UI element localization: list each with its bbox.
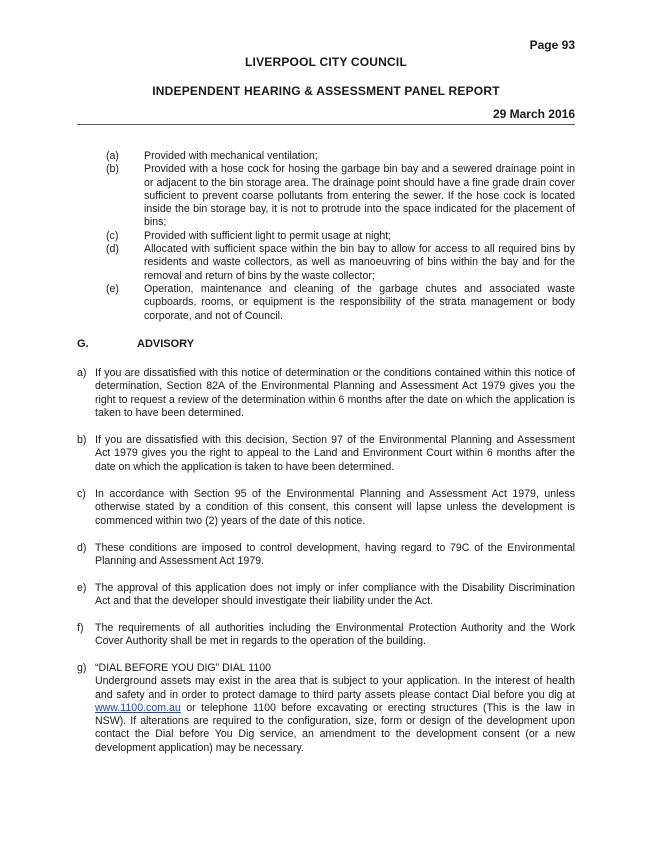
section-heading xyxy=(77,338,194,350)
list-item-label: (b) xyxy=(106,163,119,176)
list-item xyxy=(77,150,575,163)
advisory-label: c) xyxy=(77,488,86,500)
section-letter: G. xyxy=(77,338,89,350)
advisory-label: a) xyxy=(77,367,87,379)
advisory-subtitle: “DIAL BEFORE YOU DIG” DIAL 1100 xyxy=(95,662,272,674)
advisory-text: In accordance with Section 95 of the Environmental Planning and Assessment Act 1979, unless otherwise stated by a condition of this consent, this consent will lapse unless the development is commenced within two (2) years of the date of this notice. xyxy=(95,488,575,527)
dial-before-you-dig-link[interactable]: www.1100.com.au xyxy=(95,701,181,714)
list-item-text: Provided with a hose cock for hosing the garbage bin bay and a sewered drainage point in or adjacent to the bin storage area. The drainage point should have a fine grade drain cover sufficient to prevent coarse pollutants from entering the sewer. If the hose cock is located inside the bin storage bay, it is not to protrude into the space indicated for the placement of bins; xyxy=(144,163,575,229)
header-divider xyxy=(77,124,575,125)
advisory-item xyxy=(77,582,575,609)
list-item-label: (d) xyxy=(106,243,119,256)
advisory-label: e) xyxy=(77,582,87,594)
advisory-item-dial-before-you-dig xyxy=(77,662,575,755)
list-item-text: Operation, maintenance and cleaning of the garbage chutes and associated waste cupboards, rooms, or equipment is the responsibility of the strata management or body corporate, and not of Council. xyxy=(144,282,575,322)
condition-sublist xyxy=(77,150,575,323)
report-title: INDEPENDENT HEARING & ASSESSMENT PANEL REPORT xyxy=(152,84,500,98)
advisory-text: The approval of this application does not imply or infer compliance with the Disability Discrimination Act and that the developer should investigate their liability under the Act. xyxy=(95,582,575,608)
advisory-item xyxy=(77,622,575,649)
list-item-label: (a) xyxy=(106,150,119,162)
advisory-text: These conditions are imposed to control development, having regard to 79C of the Environmental Planning and Assessment Act 1979. xyxy=(95,542,575,568)
page-number: Page 93 xyxy=(529,38,575,52)
advisory-item xyxy=(77,367,575,420)
advisory-item xyxy=(77,434,575,474)
advisory-text: If you are dissatisfied with this notice of determination or the conditions contained within this notice of determination, Section 82A of the Environmental Planning and Assessment Act 1979 gives you the right to request a review of the determination within 6 months after the date on which the application is taken to have been determined. xyxy=(95,367,575,419)
report-date: 29 March 2016 xyxy=(492,107,575,121)
list-item-text: Provided with sufficient light to permit usage at night; xyxy=(144,229,392,242)
advisory-label: g) xyxy=(77,662,87,674)
advisory-label: b) xyxy=(77,434,87,446)
section-title: ADVISORY xyxy=(137,338,195,350)
list-item-text: Allocated with sufficient space within the bin bay to allow for access to all required bins by residents and waste collectors, as well as manoeuvring of bins within the bay and for the removal and return of bins by the waste collector; xyxy=(144,243,575,282)
advisory-label: f) xyxy=(77,622,84,634)
advisory-item xyxy=(77,488,575,528)
advisory-text: The requirements of all authorities including the Environmental Protection Authority and the Work Cover Authority shall be met in regards to the operation of the building. xyxy=(95,622,575,648)
advisory-item xyxy=(77,542,575,569)
advisory-label: d) xyxy=(77,542,87,554)
list-item-text: Provided with mechanical ventilation; xyxy=(144,150,318,162)
advisory-text: If you are dissatisfied with this decision, Section 97 of the Environmental Planning and Assessment Act 1979 gives you the right to appeal to the Land and Environment Court within 6 months after the date on which the application is taken to have been determined. xyxy=(95,434,575,473)
list-item xyxy=(77,163,575,229)
council-name: LIVERPOOL CITY COUNCIL xyxy=(245,55,407,69)
list-item xyxy=(77,283,575,323)
list-item xyxy=(77,230,575,243)
advisory-text: Underground assets may exist in the area that is subject to your application. In the interest of health and safety and in order to protect damage to third party assets please contact Dial before you dig at www.1100.com.au or telephone 1100 before excavating or erecting structures (This is the law in NSW). If alterations are required to the configuration, size, form or design of the development upon contact the Dial before You Dig service, an amendment to the development consent (or a new development application) may be necessary. xyxy=(95,675,575,754)
list-item-label: (e) xyxy=(106,282,119,295)
list-item xyxy=(77,243,575,283)
list-item-label: (c) xyxy=(106,229,119,242)
